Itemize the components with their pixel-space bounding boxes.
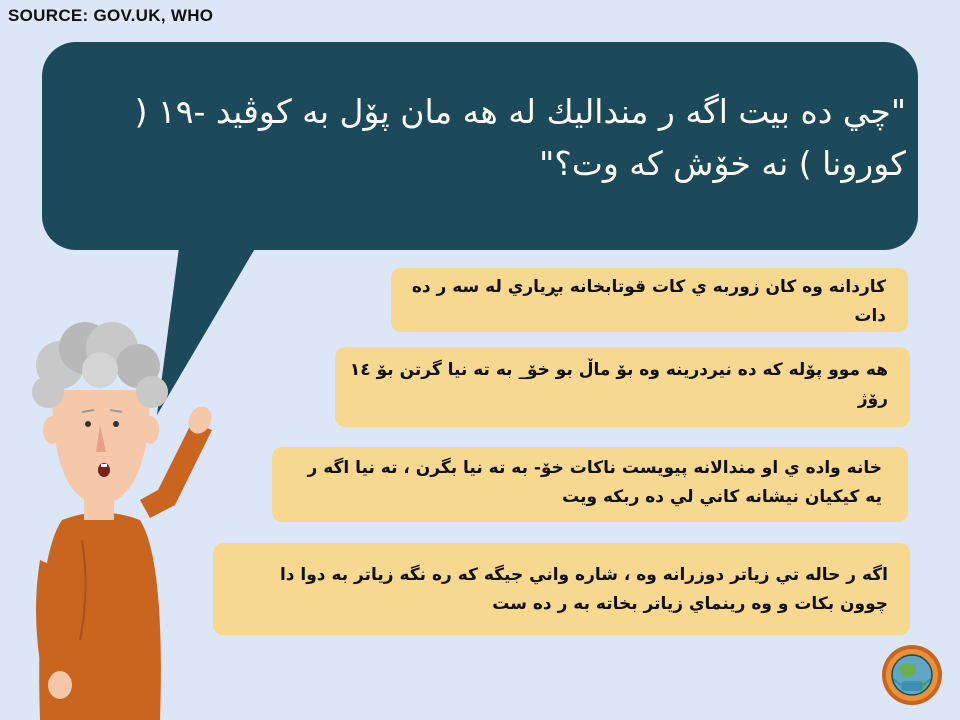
source-label: SOURCE: GOV.UK, WHO — [8, 6, 214, 25]
globe-with-mask-icon — [879, 639, 947, 711]
answer-text-3: خانه واده ي او مندالانه پيويست ناكات خۆ- به ته نيا بگرن ، ته نيا اگه ر يه كيكيان نيشانه كاني لي ده ربكه ويت — [307, 458, 882, 507]
answer-text-1: كاردانه وه كان زوربه ي كات قوتابخانه بڕياري له سه ر ده دات — [411, 277, 886, 326]
question-text: "چي ده بيت اگه ر منداليك له هه مان پۆل به كوڤيد -١٩ ( كورونا ) نه خۆش كه وت؟" — [134, 92, 906, 183]
answer-text-4: اگه ر حاله تي زياتر دوزرانه وه ، شاره واني جيگه كه ره نگه زياتر به دوا دا چوون بكات و وه رينماي زياتر بخاته به ر ده ست — [279, 565, 888, 614]
answer-text-2: هه موو پۆله كه ده نيردرينه وه بۆ ماڵ بو خۆ_ به ته نيا گرتن بۆ ١٤ رۆژ — [349, 360, 888, 409]
